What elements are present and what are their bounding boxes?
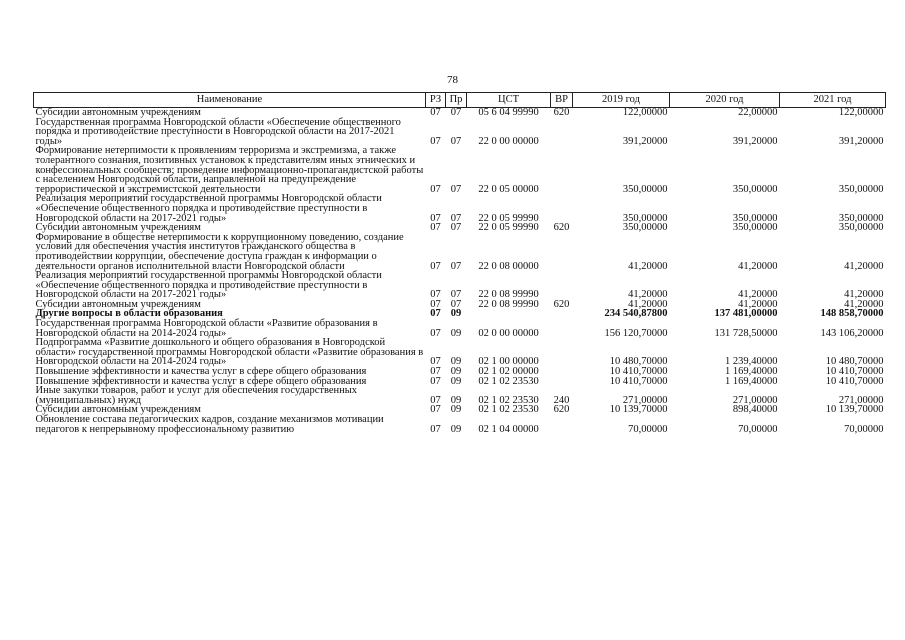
row-name: Субсидии автономным учреждениям	[35, 298, 201, 310]
row-2020: 1 169,40000	[725, 366, 778, 378]
row-name: Формирование в обществе нетерпимости к коррупционному поведению, создание условий для обеспечения участия институтов гражданского общества в противодействии коррупции, обеспечение доступа граждан к информации о деятельности органов исполнительной власти Новгородской области	[35, 231, 404, 272]
row-2019: 70,00000	[628, 423, 668, 435]
row-2020: 350,00000	[732, 222, 778, 234]
row-2021: 143 106,20000	[820, 327, 884, 339]
row-pr: 07	[450, 135, 462, 147]
row-name: Государственная программа Новгородской области «Обеспечение общественного порядка и противодействие преступности в Новгородской области на 2017-2021 годы»	[35, 116, 401, 147]
table-row	[34, 415, 886, 434]
row-pr: 09	[450, 308, 462, 320]
row-pr: 07	[450, 107, 462, 118]
row-vr	[551, 319, 573, 338]
row-2021: 391,20000	[838, 135, 884, 147]
row-name: Государственная программа Новгородской области «Развитие образования в Новгородской области на 2014-2024 годы»	[35, 318, 378, 339]
row-2021: 350,00000	[838, 212, 884, 224]
row-vr: 620	[553, 107, 570, 118]
row-cst	[467, 309, 551, 319]
row-2019: 350,00000	[622, 222, 668, 234]
row-2021: 70,00000	[844, 423, 884, 435]
row-vr	[551, 309, 573, 319]
row-pr: 09	[450, 356, 462, 368]
row-name: Реализация мероприятий государственной программы Новгородской области «Обеспечение общественного порядка и противодействие преступности в Новгородской области на 2017-2021 годы»	[35, 270, 382, 301]
table-row	[34, 271, 886, 300]
row-2019: 41,20000	[628, 260, 668, 272]
row-cst: 22 0 08 99990	[478, 289, 539, 301]
column-header-vr: ВР	[551, 93, 573, 108]
row-pr: 09	[450, 327, 462, 339]
row-2019: 234 540,87800	[604, 308, 668, 320]
row-rz: 07	[430, 298, 441, 310]
row-name: Иные закупки товаров, работ и услуг для обеспечения государственных (муниципальных) нужд	[35, 385, 358, 406]
row-pr: 09	[450, 366, 462, 378]
row-vr: 620	[553, 404, 570, 416]
row-2020: 22,00000	[738, 107, 778, 118]
row-vr	[551, 415, 573, 434]
row-cst: 02 0 00 00000	[478, 327, 539, 339]
row-rz: 07	[430, 356, 441, 368]
table-header-row	[34, 93, 886, 108]
row-name: Субсидии автономным учреждениям	[35, 107, 201, 118]
row-2019: 156 120,70000	[604, 327, 668, 339]
table-row	[34, 146, 886, 194]
table-row	[34, 386, 886, 405]
row-pr: 09	[450, 375, 462, 387]
row-rz: 07	[430, 260, 441, 272]
table-row	[34, 233, 886, 271]
row-pr: 07	[450, 222, 462, 234]
row-cst: 02 1 02 23530	[478, 394, 539, 406]
table-row	[34, 194, 886, 223]
row-cst: 22 0 05 99990	[478, 212, 539, 224]
row-cst: 02 1 02 23530	[478, 404, 539, 416]
row-name: Обновление состава педагогических кадров, создание механизмов мотивации педагогов к непрерывному профессиональному развитию	[35, 414, 384, 435]
row-2019: 10 480,70000	[609, 356, 668, 368]
row-name: Другие вопросы в области образования	[35, 308, 223, 320]
row-rz: 07	[430, 183, 441, 195]
row-cst: 22 0 08 00000	[478, 260, 539, 272]
table-row	[34, 118, 886, 147]
row-2019: 10 410,70000	[609, 375, 668, 387]
column-header-rz: РЗ	[426, 93, 446, 108]
row-2019: 122,00000	[622, 107, 668, 118]
row-rz: 07	[430, 404, 441, 416]
row-2019: 10 139,70000	[609, 404, 668, 416]
row-2020: 271,00000	[732, 394, 778, 406]
row-2020: 137 481,00000	[714, 308, 778, 320]
row-cst: 02 1 02 23530	[478, 375, 539, 387]
row-pr: 07	[450, 212, 462, 224]
row-vr	[551, 233, 573, 271]
row-rz: 07	[430, 423, 441, 435]
row-2019: 41,20000	[628, 298, 668, 310]
row-pr: 09	[450, 423, 462, 435]
row-2020: 1 169,40000	[725, 375, 778, 387]
row-rz: 07	[430, 222, 441, 234]
row-rz: 07	[430, 308, 441, 320]
row-2021: 271,00000	[838, 394, 884, 406]
column-header-2020: 2020 год	[670, 93, 780, 108]
row-2021: 10 410,70000	[825, 366, 884, 378]
row-pr: 09	[450, 394, 462, 406]
row-2020: 350,00000	[732, 212, 778, 224]
column-header-pr: Пр	[446, 93, 467, 108]
row-rz: 07	[430, 107, 441, 118]
row-vr	[551, 194, 573, 223]
row-cst: 22 0 00 00000	[478, 135, 539, 147]
row-pr: 07	[450, 298, 462, 310]
row-2020: 898,40000	[732, 404, 778, 416]
row-rz: 07	[430, 135, 441, 147]
row-2021: 148 858,70000	[820, 308, 884, 320]
row-2020: 41,20000	[738, 298, 778, 310]
row-pr: 09	[450, 404, 462, 416]
row-cst: 02 1 04 00000	[478, 423, 539, 435]
row-rz: 07	[430, 394, 441, 406]
column-header-cst: ЦСТ	[467, 93, 551, 108]
row-2019: 271,00000	[622, 394, 668, 406]
row-name: Формирование нетерпимости к проявлениям терроризма и экстремизма, а также толерантного сознания, позитивных установок к представителям иных этнических и конфессиональных сообществ; проведение информационно-пропагандистской работы с населением Новгородской области, направленной на предупреждение террористической и экстремистской деятельности	[35, 145, 424, 195]
row-vr	[551, 146, 573, 194]
row-2019: 10 410,70000	[609, 366, 668, 378]
row-rz: 07	[430, 212, 441, 224]
row-rz: 07	[430, 375, 441, 387]
row-2021: 41,20000	[844, 289, 884, 301]
row-2019: 391,20000	[622, 135, 668, 147]
table-row	[34, 338, 886, 367]
row-2020: 1 239,40000	[725, 356, 778, 368]
row-vr: 240	[553, 394, 570, 406]
row-name: Повышение эффективности и качества услуг в сфере общего образования	[35, 366, 367, 378]
row-2021: 350,00000	[838, 183, 884, 195]
table-row	[34, 319, 886, 338]
row-2021: 41,20000	[844, 260, 884, 272]
row-cst: 05 6 04 99990	[478, 107, 539, 118]
row-2021: 122,00000	[838, 107, 884, 118]
row-cst: 02 1 00 00000	[478, 356, 539, 368]
row-cst: 22 0 05 99990	[478, 222, 539, 234]
row-rz: 07	[430, 366, 441, 378]
row-cst: 02 1 02 00000	[478, 366, 539, 378]
row-name: Субсидии автономным учреждениям	[35, 222, 201, 234]
row-2020: 131 728,50000	[714, 327, 778, 339]
budget-table	[33, 92, 886, 434]
row-2021: 10 139,70000	[825, 404, 884, 416]
row-vr	[551, 367, 573, 377]
row-2021: 10 410,70000	[825, 375, 884, 387]
row-vr	[551, 271, 573, 300]
page-number: 78	[447, 74, 458, 86]
row-vr	[551, 338, 573, 367]
column-header-2021: 2021 год	[780, 93, 886, 108]
row-2021: 41,20000	[844, 298, 884, 310]
row-2020: 41,20000	[738, 260, 778, 272]
row-name: Реализация мероприятий государственной программы Новгородской области «Обеспечение общественного порядка и противодействие преступности в Новгородской области на 2017-2021 годы»	[35, 193, 382, 224]
row-2019: 350,00000	[622, 212, 668, 224]
row-2020: 41,20000	[738, 289, 778, 301]
row-vr: 620	[553, 222, 570, 234]
row-2019: 350,00000	[622, 183, 668, 195]
row-vr	[551, 118, 573, 147]
row-pr: 07	[450, 183, 462, 195]
row-vr: 620	[553, 298, 570, 310]
row-2021: 350,00000	[838, 222, 884, 234]
row-2020: 70,00000	[738, 423, 778, 435]
row-name: Повышение эффективности и качества услуг в сфере общего образования	[35, 375, 367, 387]
row-cst: 22 0 08 99990	[478, 298, 539, 310]
row-name: Подпрограмма «Развитие дошкольного и общего образования в Новгородской области» государственной программы Новгородской области «Развитие образования в Новгородской области на 2014-2024 годы»	[35, 337, 424, 368]
row-vr	[551, 377, 573, 387]
row-2019: 41,20000	[628, 289, 668, 301]
row-pr: 07	[450, 260, 462, 272]
row-rz: 07	[430, 289, 441, 301]
row-2020: 391,20000	[732, 135, 778, 147]
row-name: Субсидии автономным учреждениям	[35, 404, 201, 416]
row-pr: 07	[450, 289, 462, 301]
row-2021: 10 480,70000	[825, 356, 884, 368]
row-2020: 350,00000	[732, 183, 778, 195]
row-cst: 22 0 05 00000	[478, 183, 539, 195]
row-rz: 07	[430, 327, 441, 339]
column-header-2019: 2019 год	[573, 93, 670, 108]
table-body	[34, 108, 886, 435]
column-header-name: Наименование	[34, 93, 426, 108]
